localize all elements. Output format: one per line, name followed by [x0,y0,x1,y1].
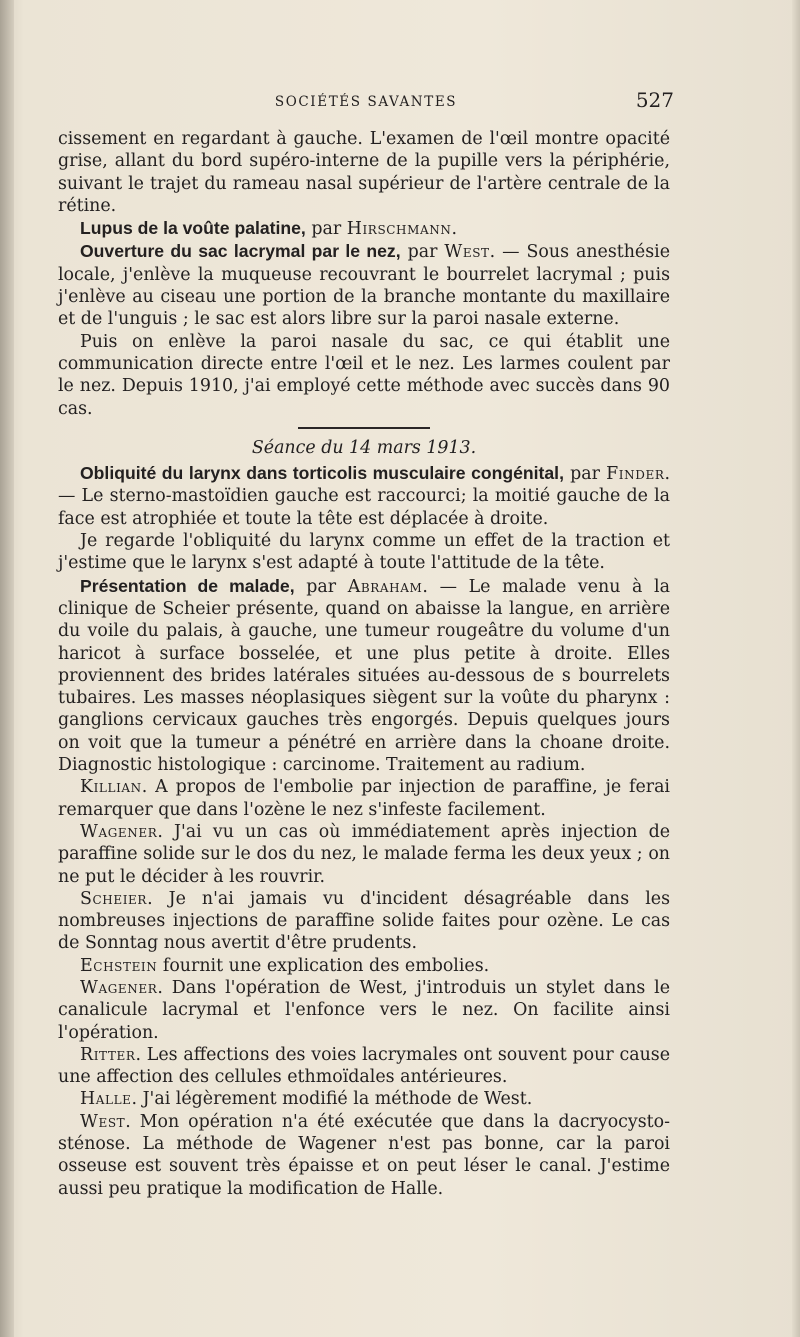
paragraph-text: . Dans l'opération de West, j'introduis un stylet dans le canalicule lacrymal et l'enfonce vers le nez. On facilite ainsi l'opération. [58,977,670,1043]
paper-title: Lupus de la voûte palatine, [80,218,306,239]
page-body [58,128,670,1200]
discussion-ritter [58,1044,670,1089]
paragraph-text: . Mon opération n'a été exécutée que dans la dacryocysto-sténose. La méthode de Wagener n'est pas bonne, car la paroi osseuse est souvent très épaisse et on peut léser le canal. J'estime aussi peu pratique la modification de Halle. [58,1111,670,1199]
paragraph-text: . Je n'ai jamais vu d'incident désagréable dans les nombreuses injections de paraffine solide faites pour ozène. Le cas de Sonntag nous avertit d'être prudents. [58,888,670,954]
paragraph-text: . — Le malade venu à la clinique de Scheier présente, quand on abaisse la langue, en arrière du voile du palais, à gauche, une tumeur rougeâtre du volume d'un haricot à surface bosselée, et une plus petite à droite. Elles proviennent des brides latérales situées au-dessous de s bourrelets tubaires. Les masses néoplasiques siègent sur la voûte du pharynx : ganglions cervicaux gauches très engorgés. Depuis quelques jours on voit que la tumeur a pénétré en arrière dans la choane droite. Diagnostic histologique : carcinome. Traitement au radium. [58,576,670,776]
session-heading: Séance du 14 mars 1913. [251,437,477,458]
paragraph-presentation [58,575,670,777]
author-name: Abraham [347,576,423,597]
author-name: Hirschmann [346,219,452,240]
paragraph-text: Je regarde l'obliquité du larynx comme un effet de la traction et j'estime que le larynx s'est adapté à toute l'attitude de la tête. [58,531,670,574]
paragraph-text: . J'ai vu un cas où immédiatement après injection de paraffine solide sur le dos du nez, le malade ferma les deux yeux ; on ne put le décider à les rouvrir. [58,821,670,887]
paragraph-text: . Les affections des voies lacrymales ont souvent pour cause une affection des cellules ethmoïdales antérieures. [58,1044,670,1088]
by-word: par [294,576,348,597]
page-edge-shadow-right [792,0,800,1337]
paragraph-paroi-nasale [58,331,670,420]
by-word: par [400,242,445,263]
paragraph-continuation [58,128,670,217]
paragraph-text: Puis on enlève la paroi nasale du sac, ce qui établit une communication directe entre l'œil et le nez. Les larmes coulent par le nez. Depuis 1910, j'ai employé cette méthode avec succès dans 90 cas. [58,331,670,419]
page-edge-shadow-left [0,0,14,1337]
speaker-name: Halle [80,1089,132,1110]
section-divider [298,427,430,429]
running-head: SOCIÉTÉS SAVANTES [274,94,458,110]
paragraph-text: cissement en regardant à gauche. L'examen de l'œil montre opacité grise, allant du bord supéro-interne de la pupille vers la périphérie, suivant le trajet du rameau nasal supérieur de l'artère centrale de la rétine. [58,129,670,216]
paragraph-text: fournit une explication des embolies. [157,955,490,976]
discussion-wagener [58,821,670,888]
paragraph-sac-lacrymal [58,240,670,330]
speaker-name: Ritter [80,1044,136,1065]
page-number: 527 [635,88,674,112]
discussion-halle [58,1088,670,1110]
paragraph-text: . [451,219,457,240]
speaker-name: Killian [80,777,142,798]
speaker-name: Wagener [80,821,158,842]
by-word: par [563,464,607,485]
speaker-name: Scheier [80,888,148,909]
paragraph-text: . J'ai légèrement modifié la méthode de West. [131,1089,533,1110]
discussion-wagener-2 [58,977,670,1044]
author-name: Finder [606,464,665,485]
discussion-west [58,1111,670,1200]
paragraph-text: .— Le sterno-mastoïdien gauche est raccourci; la moitié gauche de la face est atrophiée et toute la tête est déplacée à droite. [58,464,670,529]
paper-title: Présentation de malade, [80,575,295,596]
paragraph-text: . — Sous anesthésie locale, j'enlève la muqueuse recouvrant le bourrelet lacrymal ; puis j'enlève au ciseau une portion de la branche montante du maxillaire et de l'unguis ; le sac est alors libre sur la paroi nasale externe. [58,242,671,330]
paragraph-text: . A propos de l'embolie par injection de paraffine, je ferai remarquer que dans l'ozène le nez s'infeste facilement. [58,777,670,820]
paper-title: Obliquité du larynx dans torticolis musculaire congénital, [80,463,564,484]
discussion-echstein [58,955,670,977]
speaker-name: Echstein [80,955,158,976]
speaker-name: West [80,1111,126,1132]
discussion-scheier [58,888,670,955]
page-header [58,88,674,116]
discussion-killian [58,776,670,821]
paragraph-obliquite [58,462,670,530]
paragraph-lupus [58,217,670,240]
by-word: par [305,219,347,240]
speaker-name: Wagener [80,977,158,998]
author-name: West [444,242,490,263]
paragraph-larynx [58,530,670,575]
paper-title: Ouverture du sac lacrymal par le nez, [80,241,401,262]
